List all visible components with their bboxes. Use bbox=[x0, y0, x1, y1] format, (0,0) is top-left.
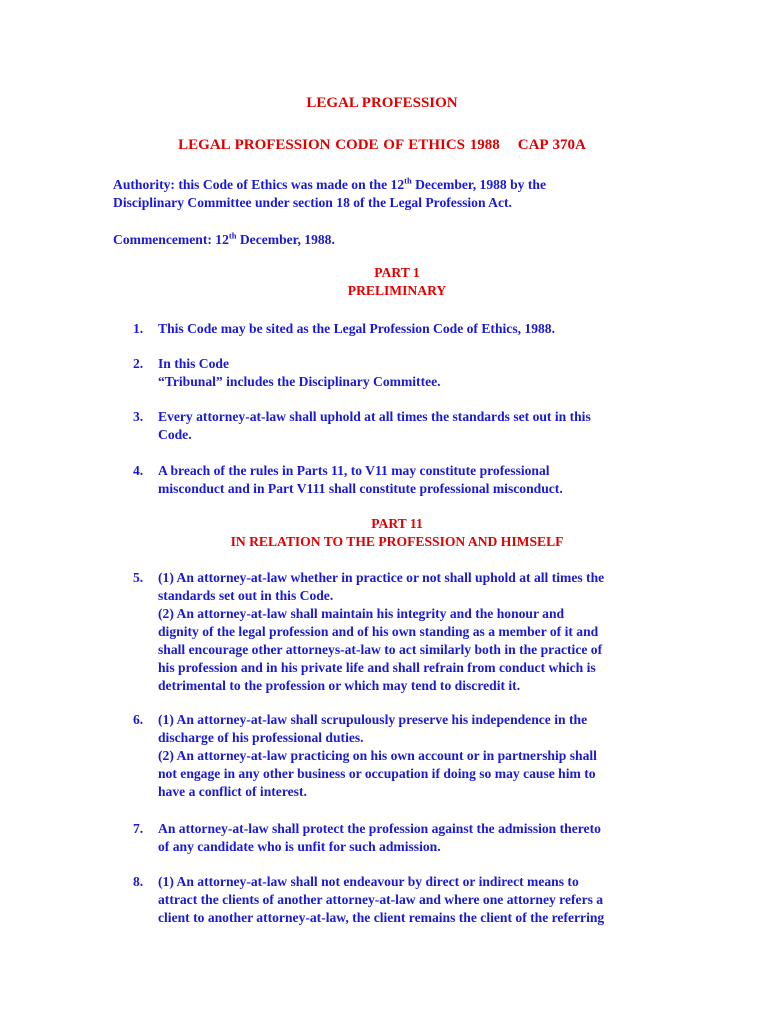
item-line: An attorney-at-law shall protect the profession against the admission thereto bbox=[158, 821, 601, 836]
item-number: 7. bbox=[133, 821, 144, 836]
item-line: of any candidate who is unfit for such admission. bbox=[158, 839, 441, 854]
item-line: discharge of his professional duties. bbox=[158, 730, 364, 745]
numbered-item bbox=[133, 462, 673, 498]
item-line: standards set out in this Code. bbox=[158, 588, 334, 603]
commencement-paragraph: Commencement: 12th December, 1988. bbox=[113, 230, 335, 247]
part-1-title: PRELIMINARY bbox=[347, 283, 447, 298]
document-title: LEGAL PROFESSION bbox=[306, 95, 458, 111]
item-text bbox=[158, 462, 673, 498]
item-text bbox=[158, 711, 673, 801]
numbered-item bbox=[133, 711, 673, 801]
item-number: 5. bbox=[133, 570, 144, 585]
item-line: have a conflict of interest. bbox=[158, 784, 307, 799]
item-line: A breach of the rules in Parts 11, to V11 may constitute professional bbox=[158, 463, 550, 478]
part-1-heading bbox=[0, 264, 768, 300]
item-number: 4. bbox=[133, 463, 144, 478]
numbered-item bbox=[133, 873, 673, 927]
numbered-item bbox=[133, 820, 673, 856]
code-name: LEGAL PROFESSION CODE OF ETHICS 1988 bbox=[178, 137, 500, 153]
item-line: detrimental to the profession or which may tend to discredit it. bbox=[158, 678, 521, 693]
item-line: not engage in any other business or occupation if doing so may cause him to bbox=[158, 766, 596, 781]
item-line: his profession and in his private life and shall refrain from conduct which is bbox=[158, 660, 596, 675]
part-2-label: PART 11 bbox=[371, 516, 423, 531]
item-text bbox=[158, 569, 673, 695]
code-title bbox=[0, 136, 764, 154]
item-line: (1) An attorney-at-law whether in practice or not shall uphold at all times the bbox=[158, 570, 605, 585]
part-2-title: IN RELATION TO THE PROFESSION AND HIMSELF bbox=[230, 534, 564, 549]
item-line: (2) An attorney-at-law practicing on his own account or in partnership shall bbox=[158, 748, 597, 763]
item-number: 2. bbox=[133, 356, 144, 371]
item-line: Code. bbox=[158, 427, 192, 442]
part-2-heading bbox=[0, 515, 768, 551]
item-line: shall encourage other attorneys-at-law to act similarly both in the practice of bbox=[158, 642, 603, 657]
item-line: misconduct and in Part V111 shall constitute professional misconduct. bbox=[158, 481, 563, 496]
numbered-item bbox=[133, 320, 673, 338]
numbered-item bbox=[133, 569, 673, 695]
authority-line-2: Disciplinary Committee under section 18 of the Legal Profession Act. bbox=[113, 195, 512, 210]
item-number: 3. bbox=[133, 409, 144, 424]
item-line: dignity of the legal profession and of his own standing as a member of it and bbox=[158, 624, 599, 639]
item-line: (1) An attorney-at-law shall not endeavour by direct or indirect means to bbox=[158, 874, 579, 889]
item-text bbox=[158, 320, 673, 338]
authority-line-1: Authority: this Code of Ethics was made on the 12th December, 1988 by the bbox=[113, 175, 546, 192]
numbered-item bbox=[133, 355, 673, 391]
item-text bbox=[158, 873, 673, 927]
item-number: 6. bbox=[133, 712, 144, 727]
item-number: 1. bbox=[133, 321, 144, 336]
authority-paragraph bbox=[113, 176, 673, 212]
item-line: In this Code bbox=[158, 356, 230, 371]
item-text bbox=[158, 408, 673, 444]
item-number: 8. bbox=[133, 874, 144, 889]
numbered-item bbox=[133, 408, 673, 444]
item-text bbox=[158, 355, 673, 391]
item-line: Every attorney-at-law shall uphold at all times the standards set out in this bbox=[158, 409, 591, 424]
part-1-label: PART 1 bbox=[374, 265, 420, 280]
item-text bbox=[158, 820, 673, 856]
item-line: client to another attorney-at-law, the client remains the client of the referring bbox=[158, 910, 605, 925]
item-line: (2) An attorney-at-law shall maintain his integrity and the honour and bbox=[158, 606, 565, 621]
item-line: (1) An attorney-at-law shall scrupulously preserve his independence in the bbox=[158, 712, 588, 727]
item-line: This Code may be sited as the Legal Profession Code of Ethics, 1988. bbox=[158, 321, 555, 336]
cap-number: CAP 370A bbox=[517, 137, 586, 153]
item-line: attract the clients of another attorney-at-law and where one attorney refers a bbox=[158, 892, 604, 907]
item-line: “Tribunal” includes the Disciplinary Committee. bbox=[158, 374, 441, 389]
